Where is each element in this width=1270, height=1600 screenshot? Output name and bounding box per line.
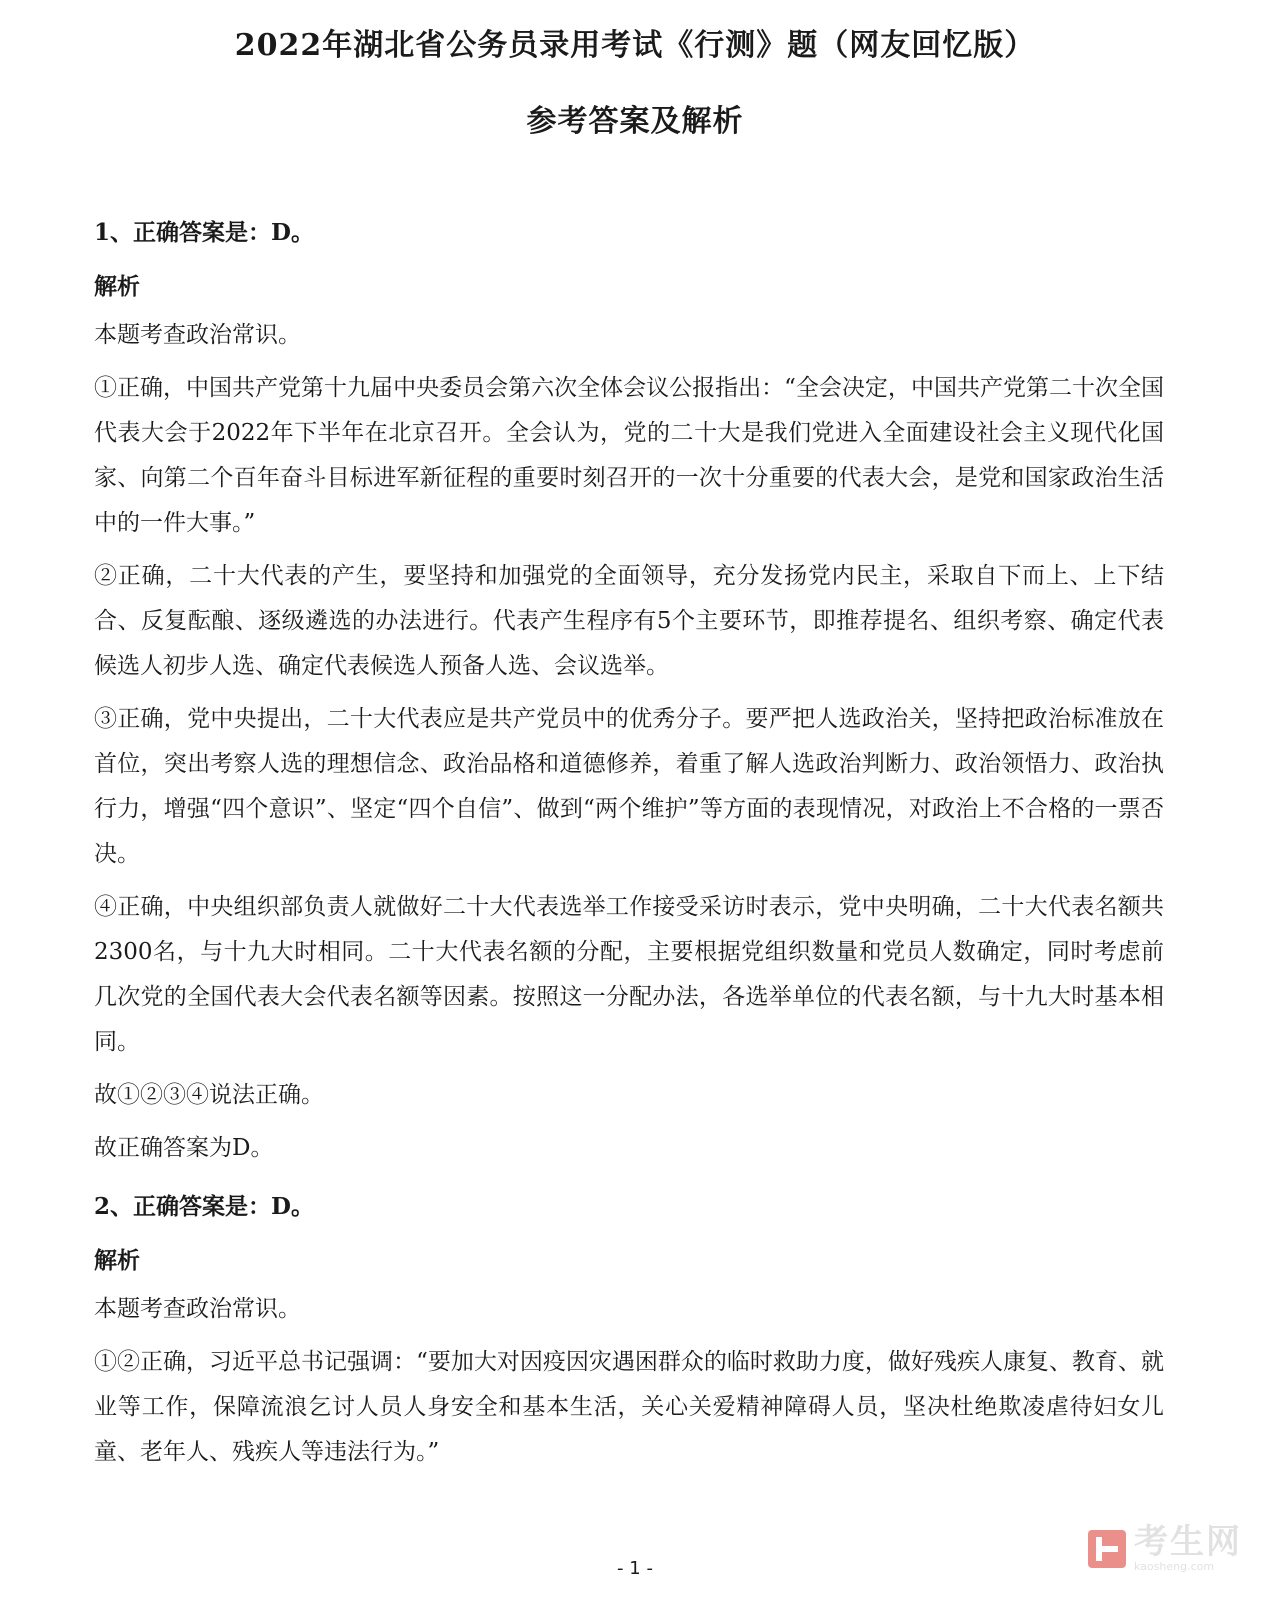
analysis-label: 解析 xyxy=(94,1247,140,1274)
analysis-paragraph: ①正确，中国共产党第十九届中央委员会第六次全体会议公报指出：“全会决定，中国共产党第二十次全国代表大会于2022年下半年在北京召开。全会认为，党的二十大是我们党进入全面建设社会主义现代化国家、向第二个百年奋斗目标进军新征程的重要时刻召开的一次十分重要的代表大会，是党和国家政治生活中的一件大事。” xyxy=(94,375,1164,536)
watermark-name: 考生网 xyxy=(1134,1522,1242,1562)
question-answer-heading: 2、正确答案是：D。 xyxy=(94,1193,314,1220)
analysis-paragraph: 本题考查政治常识。 xyxy=(94,322,301,348)
analysis-paragraph: 本题考查政治常识。 xyxy=(94,1296,301,1322)
answer-content xyxy=(94,205,1164,1483)
analysis-label: 解析 xyxy=(94,273,140,300)
analysis-paragraph: ①②正确，习近平总书记强调：“要加大对因疫因灾遇困群众的临时救助力度，做好残疾人康复、教育、就业等工作，保障流浪乞讨人员人身安全和基本生活，关心关爱精神障碍人员，坚决杜绝欺凌虐待妇女儿童、老年人、残疾人等违法行为。” xyxy=(94,1349,1164,1465)
analysis-paragraph: ④正确，中央组织部负责人就做好二十大代表选举工作接受采访时表示，党中央明确，二十大代表名额共2300名，与十九大时相同。二十大代表名额的分配，主要根据党组织数量和党员人数确定，同时考虑前几次党的全国代表大会代表名额等因素。按照这一分配办法，各选举单位的代表名额，与十九大时基本相同。 xyxy=(94,894,1164,1055)
question-block-1 xyxy=(94,205,1164,1171)
page-number: - 1 - xyxy=(617,1558,653,1579)
question-answer-heading: 1、正确答案是：D。 xyxy=(94,219,314,246)
analysis-paragraph: 故①②③④说法正确。 xyxy=(94,1082,324,1108)
analysis-paragraph: ③正确，党中央提出，二十大代表应是共产党员中的优秀分子。要严把人选政治关，坚持把政治标准放在首位，突出考察人选的理想信念、政治品格和道德修养，着重了解人选政治判断力、政治领悟力、政治执行力，增强“四个意识”、坚定“四个自信”、做到“两个维护”等方面的表现情况，对政治上不合格的一票否决。 xyxy=(94,706,1164,867)
document-subtitle: 参考答案及解析 xyxy=(526,104,744,139)
watermark-url: kaosheng.com xyxy=(1134,1560,1215,1573)
analysis-conclusion: 故正确答案为D。 xyxy=(94,1135,274,1161)
analysis-paragraph: ②正确，二十大代表的产生，要坚持和加强党的全面领导，充分发扬党内民主，采取自下而上、上下结合、反复酝酿、逐级遴选的办法进行。代表产生程序有5个主要环节，即推荐提名、组织考察、确定代表候选人初步人选、确定代表候选人预备人选、会议选举。 xyxy=(94,563,1164,679)
question-block-2 xyxy=(94,1179,1164,1475)
document-title: 2022年湖北省公务员录用考试《行测》题（网友回忆版） xyxy=(234,28,1036,63)
